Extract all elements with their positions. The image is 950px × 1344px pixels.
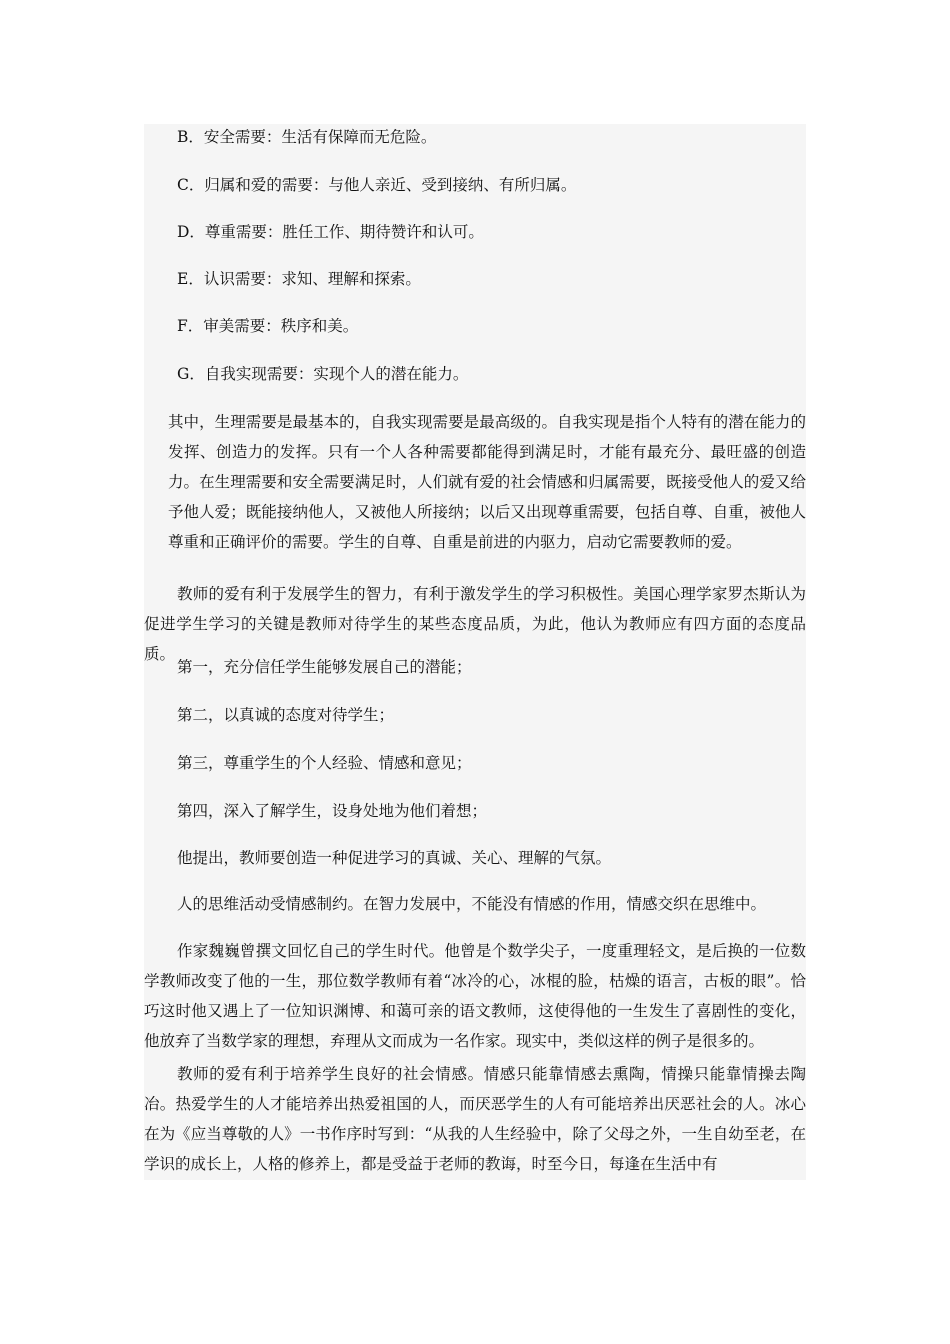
paragraph-first-trust: 第一，充分信任学生能够发展自己的潜能； bbox=[177, 658, 472, 676]
paragraph-c-belonging: C．归属和爱的需要：与他人亲近、受到接纳、有所归属。 bbox=[177, 176, 577, 194]
paragraph-thinking-emotion: 人的思维活动受情感制约。在智力发展中，不能没有情感的作用，情感交织在思维中。 bbox=[177, 895, 767, 913]
paragraph-second-sincerity: 第二，以真诚的态度对待学生； bbox=[177, 706, 395, 724]
paragraph-d-esteem: D．尊重需要：胜任工作、期待赞许和认可。 bbox=[177, 223, 484, 241]
paragraph-g-self-actualization: G．自我实现需要：实现个人的潜在能力。 bbox=[177, 365, 469, 383]
document-body bbox=[144, 124, 806, 1180]
paragraph-atmosphere: 他提出，教师要创造一种促进学习的真诚、关心、理解的气氛。 bbox=[177, 849, 612, 867]
paragraph-teacher-love-intelligence: 教师的爱有利于发展学生的智力，有利于激发学生的学习积极性。美国心理学家罗杰斯认为促进学生学习的关键是教师对待学生的某些态度品质，为此，他认为教师应有四方面的态度品质。 bbox=[144, 585, 806, 663]
paragraph-f-aesthetic: F．审美需要：秩序和美。 bbox=[177, 317, 359, 335]
paragraph-fourth-understanding: 第四，深入了解学生，设身处地为他们着想； bbox=[177, 802, 488, 820]
paragraph-weiwei-story: 作家魏巍曾撰文回忆自己的学生时代。他曾是个数学尖子，一度重理轻文，是后换的一位数学教师改变了他的一生，那位数学教师有着“冰冷的心，冰棍的脸，枯燥的语言，古板的眼”。恰巧这时他又遇上了一位知识渊博、和蔼可亲的语文教师，这使得他的一生发生了喜剧性的变化，他放弃了当数学家的理想，弃理从文而成为一名作家。现实中，类似这样的例子是很多的。 bbox=[144, 942, 806, 1050]
paragraph-social-emotion: 教师的爱有利于培养学生良好的社会情感。情感只能靠情感去熏陶，情操只能靠情操去陶冶。热爱学生的人才能培养出热爱祖国的人，而厌恶学生的人有可能培养出厌恶社会的人。冰心在为《应当尊敬的人》一书作序时写到：“从我的人生经验中，除了父母之外，一生自幼至老，在学识的成长上，人格的修养上，都是受益于老师的教诲，时至今日，每逢在生活中有 bbox=[144, 1065, 806, 1173]
paragraph-e-cognitive: E．认识需要：求知、理解和探索。 bbox=[177, 270, 421, 288]
paragraph-third-respect: 第三，尊重学生的个人经验、情感和意见； bbox=[177, 754, 472, 772]
paragraph-needs-explanation: 其中，生理需要是最基本的，自我实现需要是最高级的。自我实现是指个人特有的潜在能力的发挥、创造力的发挥。只有一个人各种需要都能得到满足时，才能有最充分、最旺盛的创造力。在生理需要和安全需要满足时，人们就有爱的社会情感和归属需要，既接受他人的爱又给予他人爱；既能接纳他人，又被他人所接纳；以后又出现尊重需要，包括自尊、自重，被他人尊重和正确评价的需要。学生的自尊、自重是前进的内驱力，启动它需要教师的爱。 bbox=[168, 413, 806, 551]
paragraph-b-safety: B．安全需要：生活有保障而无危险。 bbox=[177, 128, 437, 146]
